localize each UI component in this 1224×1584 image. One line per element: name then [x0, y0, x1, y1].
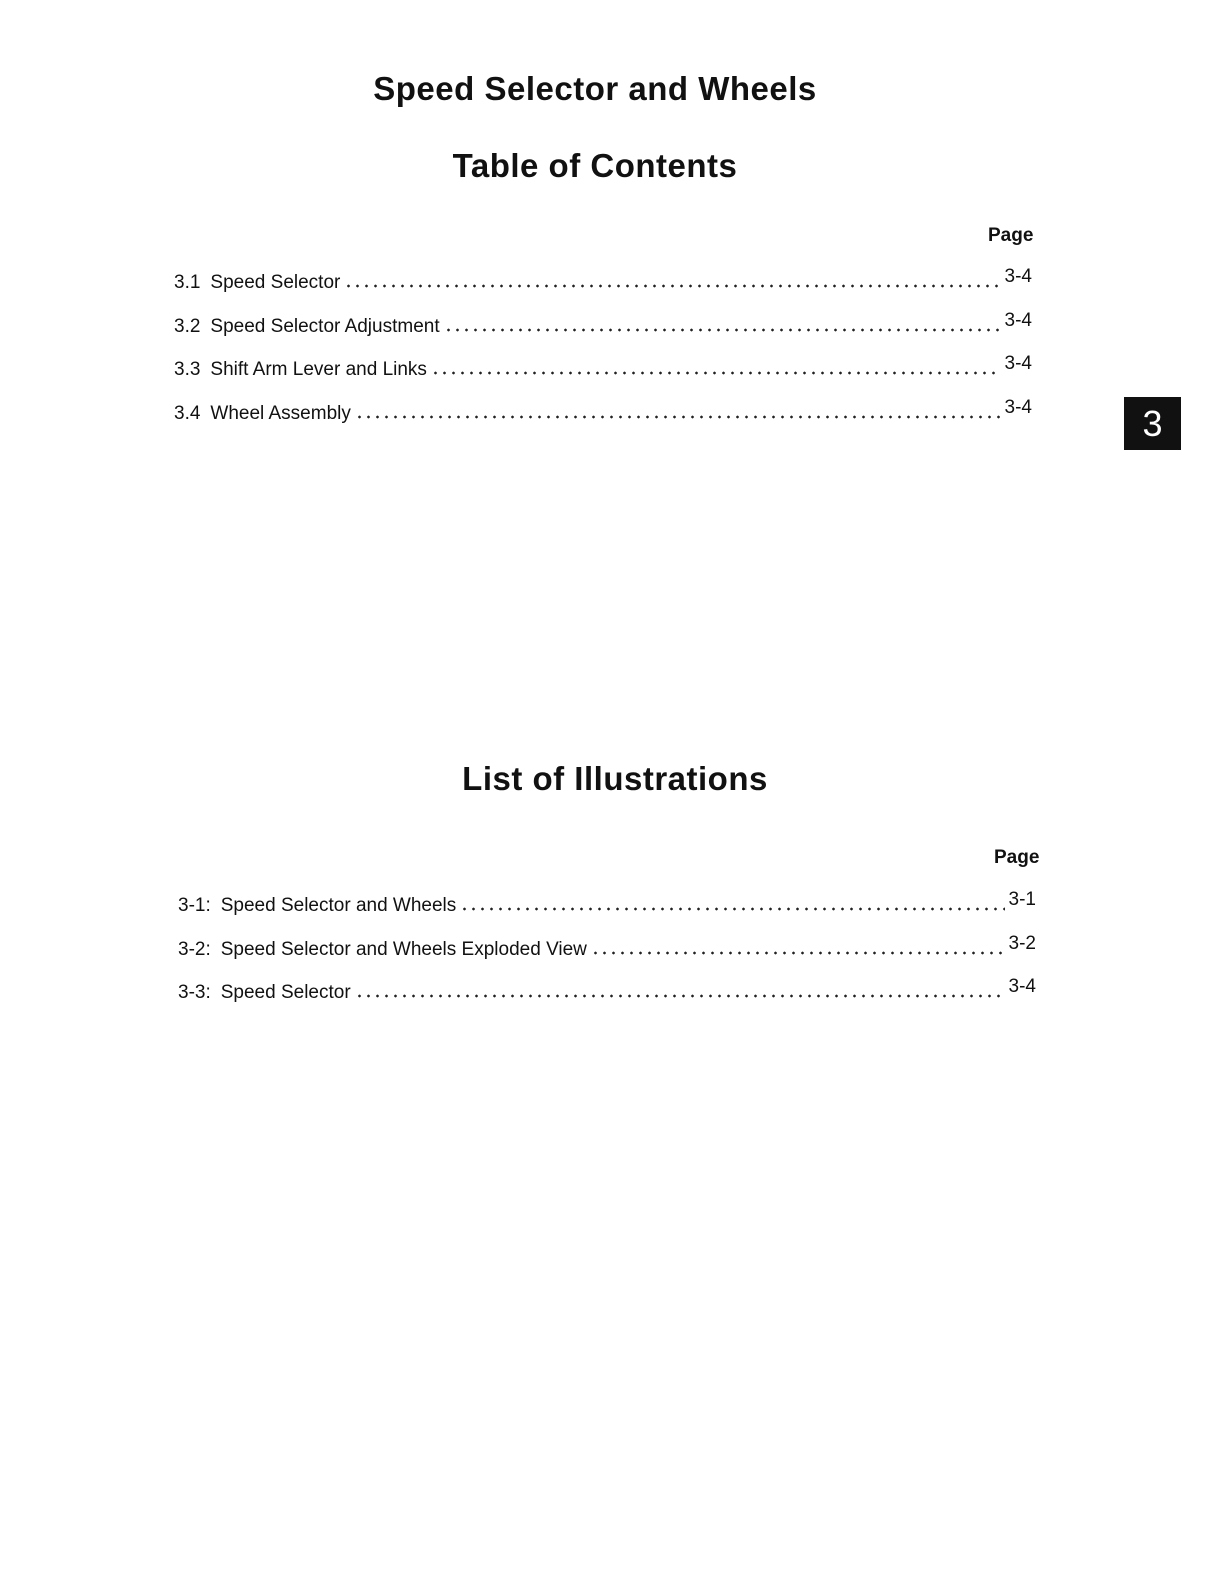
toc-entry[interactable]: [174, 310, 1032, 338]
section-tab-number: 3: [1142, 402, 1163, 444]
toc-entry-number: 3.3: [174, 359, 201, 380]
toc-heading: Table of Contents: [452, 147, 738, 184]
toc-entry-number: 3.2: [174, 315, 201, 337]
illustration-entry-number: 3-3:: [178, 982, 211, 1003]
illustrations-heading: List of Illustrations: [462, 760, 768, 797]
toc-page-column-label: Page: [988, 225, 1034, 246]
dot-leader: [355, 992, 1005, 1000]
section-tab: [1124, 397, 1181, 450]
toc-list: [174, 266, 1032, 440]
illustration-entry-label: Speed Selector and Wheels Exploded View: [220, 938, 587, 960]
toc-entry-label: Wheel Assembly: [210, 402, 351, 424]
illustration-entry-page: 3-2: [1008, 932, 1036, 954]
page-title: Speed Selector and Wheels: [373, 70, 817, 107]
toc-entry-number: 3.4: [174, 402, 201, 424]
dot-leader: [431, 369, 1001, 377]
toc-entry[interactable]: [174, 353, 1032, 381]
illustration-entry-number: 3-2:: [178, 938, 211, 960]
illustration-entry-page: 3-1: [1008, 889, 1036, 910]
dot-leader: [355, 413, 1001, 421]
dot-leader: [591, 949, 1005, 957]
toc-entry-page: 3-4: [1004, 353, 1032, 374]
illustration-entry[interactable]: [178, 889, 1036, 917]
illustration-entry-label: Speed Selector: [220, 982, 351, 1003]
illustration-entry-label: Speed Selector and Wheels: [220, 895, 457, 916]
dot-leader: [444, 326, 1001, 334]
toc-entry-label: Speed Selector Adjustment: [210, 315, 440, 337]
dot-leader: [344, 282, 1000, 290]
illustration-entry[interactable]: [178, 976, 1036, 1004]
toc-entry-label: Speed Selector: [210, 272, 341, 293]
toc-entry-page: 3-4: [1004, 396, 1032, 418]
illustrations-page-column-label: Page: [994, 847, 1040, 868]
toc-entry[interactable]: [174, 397, 1032, 425]
illustration-entry-page: 3-4: [1008, 976, 1036, 997]
toc-entry-number: 3.1: [174, 272, 201, 293]
dot-leader: [460, 905, 1004, 913]
toc-entry-page: 3-4: [1004, 266, 1032, 287]
toc-entry-page: 3-4: [1004, 309, 1032, 331]
illustration-entry[interactable]: [178, 933, 1036, 961]
toc-entry-label: Shift Arm Lever and Links: [210, 359, 427, 380]
illustration-entry-number: 3-1:: [178, 895, 211, 916]
toc-entry[interactable]: [174, 266, 1032, 294]
illustrations-list: [178, 889, 1036, 1020]
